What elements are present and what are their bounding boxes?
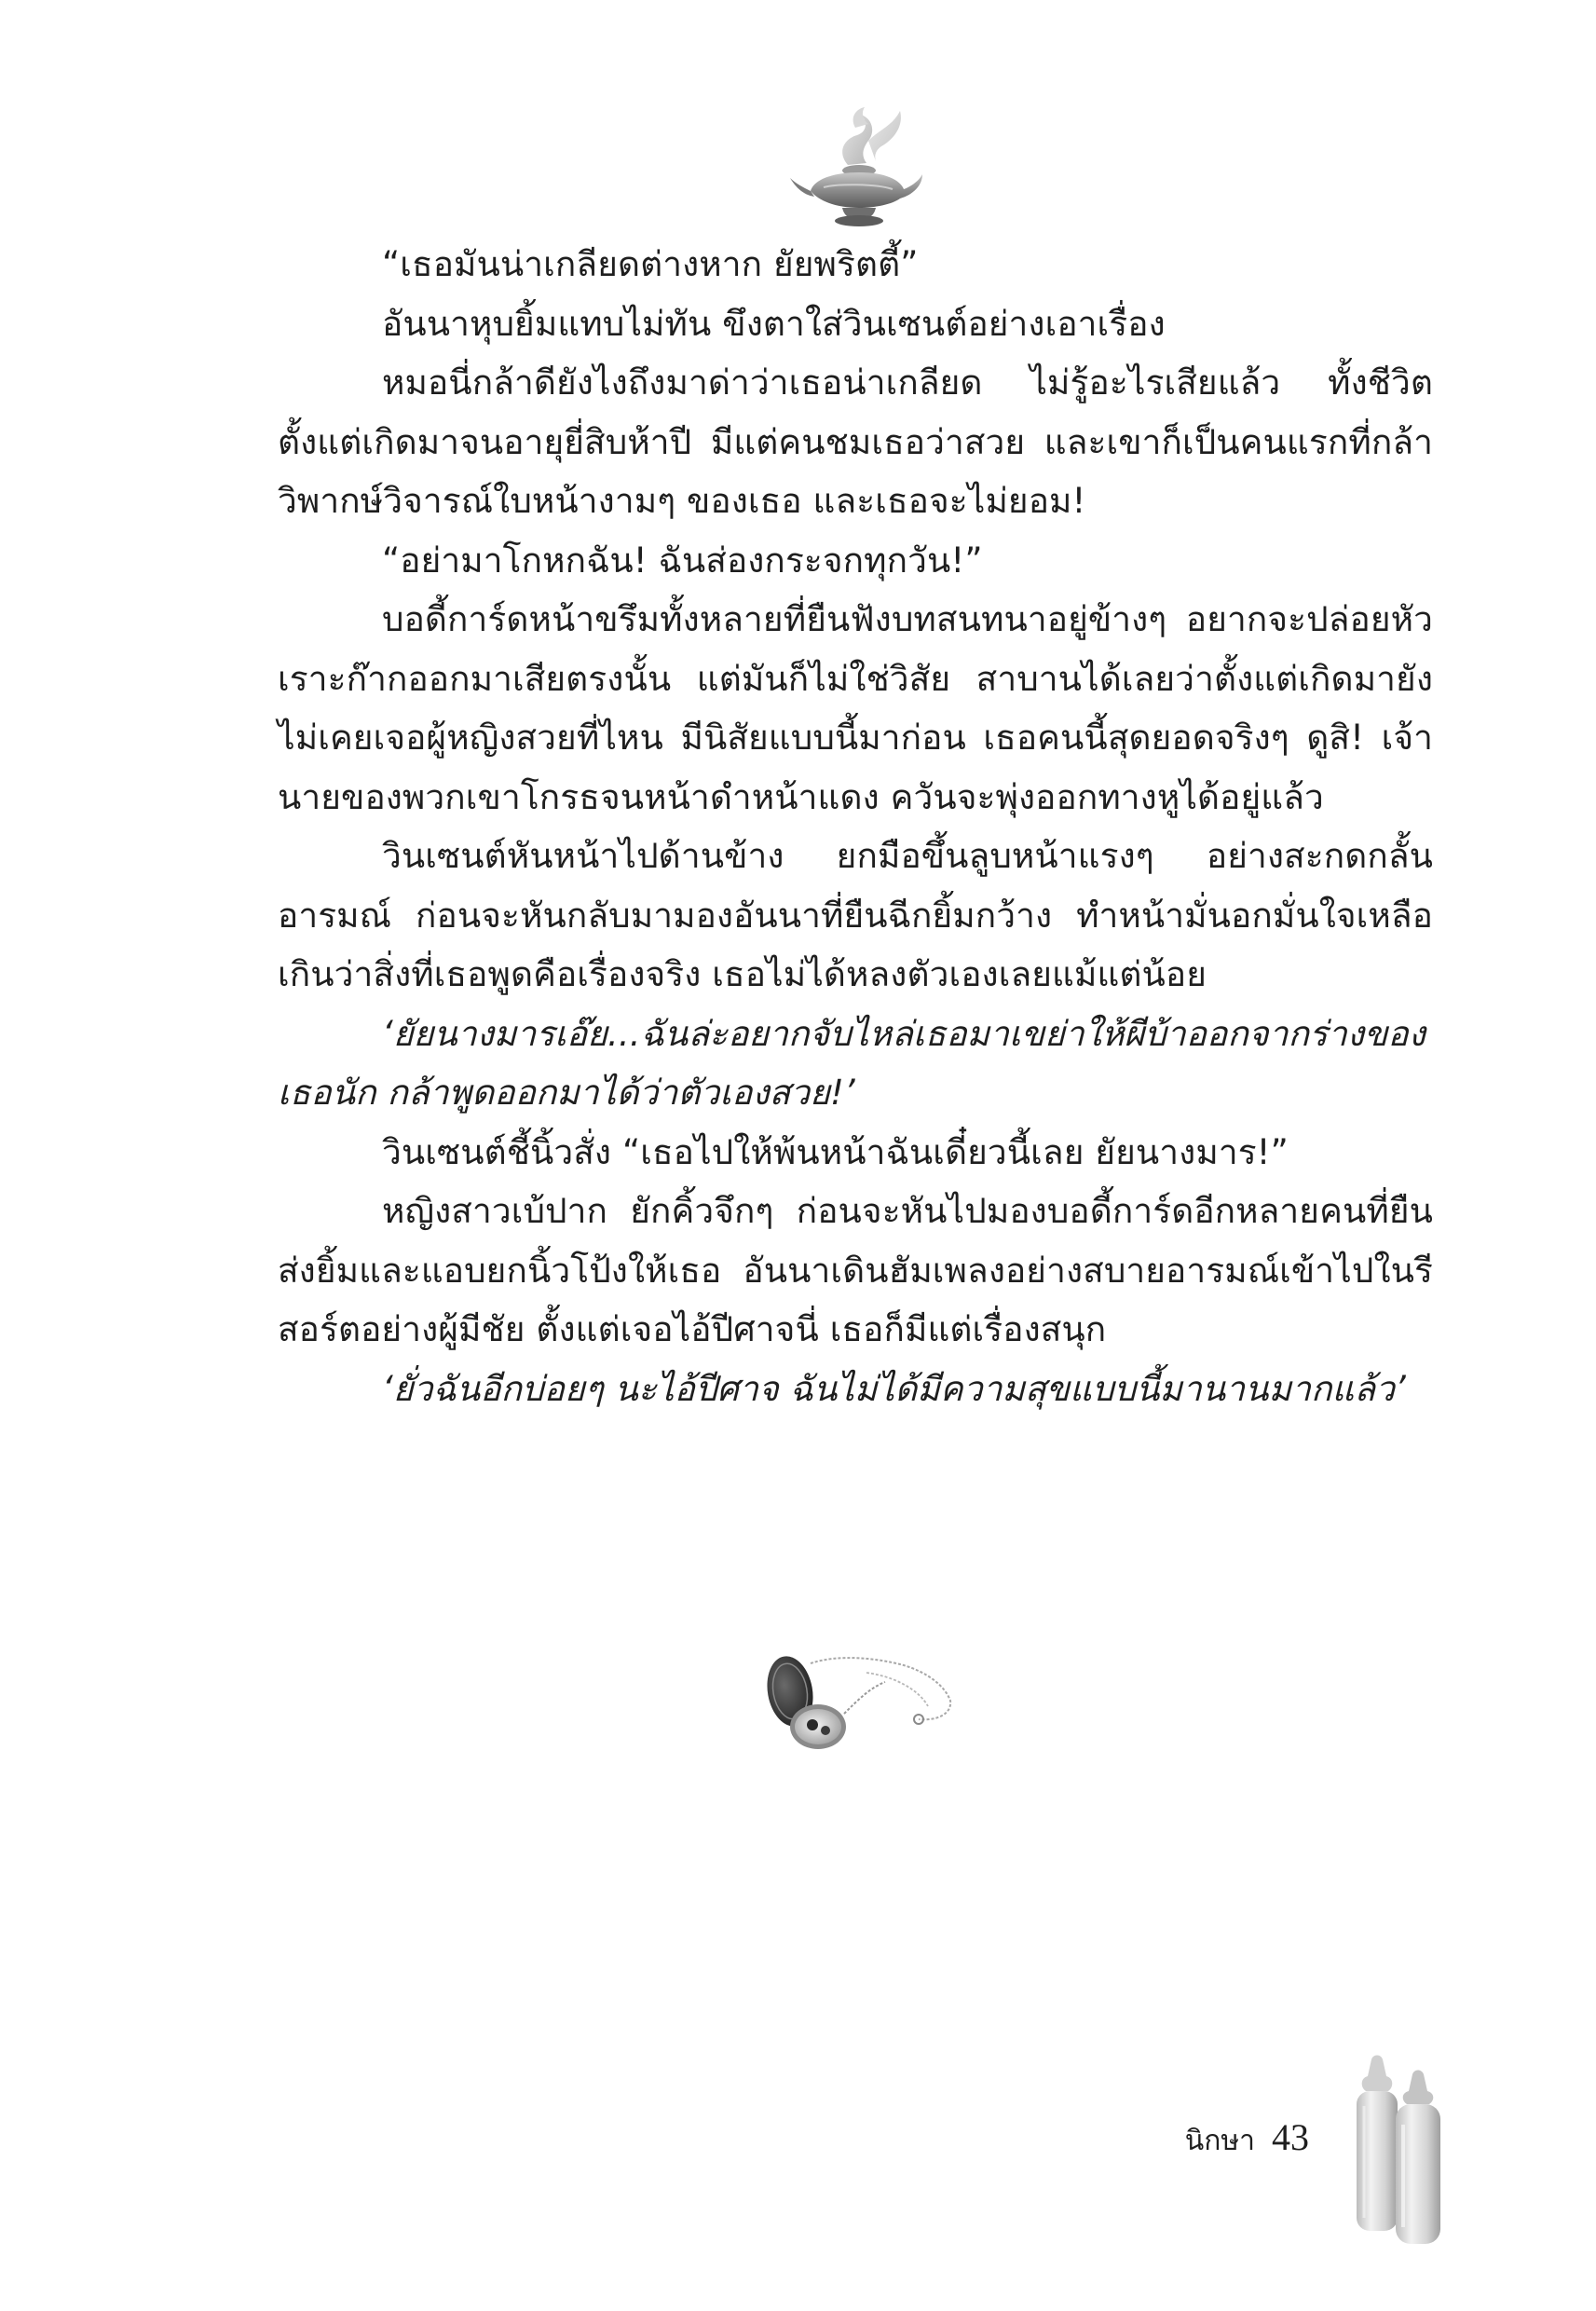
paragraph: หญิงสาวเบ้ปาก ยักคิ้วจึกๆ ก่อนจะหันไปมองบอดี้การ์ดอีกหลายคนที่ยืนส่งยิ้มและแอบยกนิ้วโป้งให้เธอ อันนาเดินฮัมเพลงอย่างสบายอารมณ์เข้าไปในรีสอร์ตอย่างผู้มีชัย ตั้งแต่เจอไอ้ปีศาจนี่ เธอก็มีแต่เรื่องสนุก <box>278 1191 1433 1349</box>
paragraph: วินเซนต์ชี้นิ้วสั่ง “เธอไปให้พ้นหน้าฉันเดี๋ยวนี้เลย ยัยนางมาร!” <box>382 1131 1289 1172</box>
italic-thought-paragraph: ‘ยั่วฉันอีกบ่อยๆ นะไอ้ปีศาจ ฉันไม่ได้มีความสุขแบบนี้มานานมากแล้ว’ <box>382 1368 1406 1409</box>
page-number: 43 <box>1272 2116 1309 2158</box>
baby-bottle-icon <box>1351 2050 1444 2250</box>
paragraph: “เธอมันน่าเกลียดต่างหาก ยัยพริตตี้” <box>382 244 919 284</box>
paragraph: บอดี้การ์ดหน้าขรึมทั้งหลายที่ยืนฟังบทสนทนาอยู่ข้างๆ อยากจะปล่อยหัวเราะก๊ากออกมาเสียตรงนั้น แต่มันก็ไม่ใช่วิสัย สาบานได้เลยว่าตั้งแต่เกิดมายังไม่เคยเจอผู้หญิงสวยที่ไหน มีนิสัยแบบนี้มาก่อน เธอคนนี้สุดยอดจริงๆ ดูสิ! เจ้านายของพวกเขาโกรธจนหน้าดำหน้าแดง ควันจะพุ่งออกทางหูได้อยู่แล้ว <box>278 599 1433 817</box>
paragraph: วินเซนต์หันหน้าไปด้านข้าง ยกมือขึ้นลูบหน้าแรงๆ อย่างสะกดกลั้นอารมณ์ ก่อนจะหันกลับมามองอันนาที่ยืนฉีกยิ้มกว้าง ทำหน้ามั่นอกมั่นใจเหลือเกินว่าสิ่งที่เธอพูดคือเรื่องจริง เธอไม่ได้หลงตัวเองเลยแม้แต่น้อย <box>278 836 1433 994</box>
genie-lamp-icon <box>783 98 932 238</box>
paragraph: “อย่ามาโกหกฉัน! ฉันส่องกระจกทุกวัน!” <box>382 540 983 581</box>
book-title: นิกษา <box>1184 2125 1255 2157</box>
story-body <box>278 235 1433 1418</box>
paragraph: หมอนี่กล้าดียังไงถึงมาด่าว่าเธอน่าเกลียด ไม่รู้อะไรเสียแล้ว ทั้งชีวิตตั้งแต่เกิดมาจนอายุยี่สิบห้าปี มีแต่คนชมเธอว่าสวย และเขาก็เป็นคนแรกที่กล้าวิพากษ์วิจารณ์ใบหน้างามๆ ของเธอ และเธอจะไม่ยอม! <box>278 362 1433 521</box>
paragraph: อันนาหุบยิ้มแทบไม่ทัน ขึงตาใส่วินเซนต์อย่างเอาเรื่อง <box>382 303 1166 344</box>
page-footer <box>1113 2115 1309 2171</box>
pocket-watch-icon <box>755 1645 960 1766</box>
italic-thought-paragraph: ‘ยัยนางมารเอ๊ย...ฉันล่ะอยากจับไหล่เธอมาเขย่าให้ผีบ้าออกจากร่างของเธอนัก กล้าพูดออกมาได้ว่าตัวเองสวย!’ <box>278 1013 1425 1113</box>
